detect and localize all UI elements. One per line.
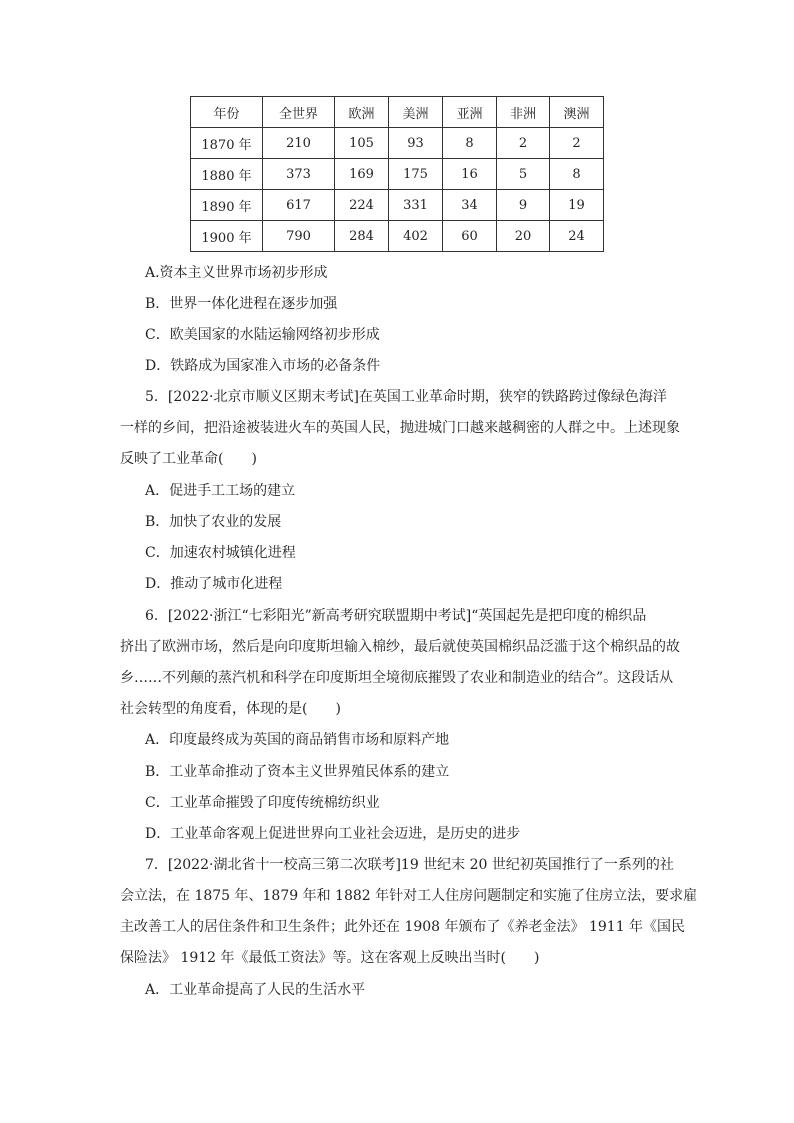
data-table [190, 96, 604, 252]
table-cell: 284 [335, 221, 389, 252]
header-world: 全世界 [263, 97, 335, 128]
table-cell: 93 [389, 128, 443, 159]
table-cell: 9 [497, 190, 550, 221]
header-europe: 欧洲 [335, 97, 389, 128]
table-cell: 60 [443, 221, 497, 252]
header-asia: 亚洲 [443, 97, 497, 128]
q7-stem-line-3: 主改善工人的居住条件和卫生条件；此外还在 1908 年颁布了《养老金法》 1911 年《国民 [120, 919, 686, 935]
table-cell: 20 [497, 221, 550, 252]
table-cell: 373 [263, 159, 335, 190]
table-cell: 175 [389, 159, 443, 190]
table-cell: 19 [550, 190, 604, 221]
q6-stem-line-2: 挤出了欧洲市场，然后是向印度斯坦输入棉纱，最后就使英国棉织品泛滥于这个棉织品的故 [120, 639, 680, 655]
table-cell: 210 [263, 128, 335, 159]
q4-option-a: A.资本主义世界市场初步形成 [145, 265, 328, 281]
table-cell: 24 [550, 221, 604, 252]
q6-stem-line-1: 6．[2022·浙江“七彩阳光”新高考研究联盟期中考试]“英国起先是把印度的棉织品 [145, 608, 647, 624]
header-year: 年份 [191, 97, 263, 128]
q6-option-b: B．工业革命推动了资本主义世界殖民体系的建立 [145, 764, 450, 780]
table-row [191, 128, 604, 159]
table-cell: 5 [497, 159, 550, 190]
table-cell: 169 [335, 159, 389, 190]
table-cell: 1880 年 [191, 159, 263, 190]
table-cell: 402 [389, 221, 443, 252]
table-cell: 1890 年 [191, 190, 263, 221]
table-cell: 34 [443, 190, 497, 221]
q5-option-a: A．促进手工工场的建立 [145, 483, 296, 499]
header-oceania: 澳洲 [550, 97, 604, 128]
table-cell: 1870 年 [191, 128, 263, 159]
table-row [191, 190, 604, 221]
table-cell: 16 [443, 159, 497, 190]
table-row [191, 159, 604, 190]
q6-option-a: A．印度最终成为英国的商品销售市场和原料产地 [145, 732, 450, 748]
table-cell: 2 [497, 128, 550, 159]
q7-option-a: A．工业革命提高了人民的生活水平 [145, 982, 366, 998]
header-africa: 非洲 [497, 97, 550, 128]
table-cell: 1900 年 [191, 221, 263, 252]
table-row [191, 221, 604, 252]
q5-option-c: C．加速农村城镇化进程 [145, 545, 296, 561]
table-cell: 2 [550, 128, 604, 159]
q7-stem-line-2: 会立法，在 1875 年、1879 年和 1882 年针对工人住房问题制定和实施了住房立法，要求雇 [120, 888, 698, 904]
table-cell: 8 [550, 159, 604, 190]
q7-stem-line-1: 7．[2022·湖北省十一校高三第二次联考]19 世纪末 20 世纪初英国推行了一系列的社 [145, 857, 674, 873]
q6-option-d: D．工业革命客观上促进世界向工业社会迈进，是历史的进步 [145, 826, 521, 842]
table-cell: 105 [335, 128, 389, 159]
q5-option-b: B．加快了农业的发展 [145, 514, 282, 530]
q7-stem-line-4: 保险法》 1912 年《最低工资法》等。这在客观上反映出当时( ) [120, 950, 540, 966]
q6-stem-line-3: 乡……不列颠的蒸汽机和科学在印度斯坦全境彻底摧毁了农业和制造业的结合”。这段话从 [120, 670, 674, 686]
header-america: 美洲 [389, 97, 443, 128]
table-cell: 790 [263, 221, 335, 252]
q4-option-d: D．铁路成为国家准入市场的必备条件 [145, 358, 381, 374]
q6-option-c: C．工业革命摧毁了印度传统棉纺织业 [145, 795, 380, 811]
table-cell: 617 [263, 190, 335, 221]
q5-stem-line-1: 5．[2022·北京市顺义区期末考试]在英国工业革命时期，狭窄的铁路跨过像绿色海洋 [145, 389, 667, 405]
table-cell: 331 [389, 190, 443, 221]
q4-option-b: B．世界一体化进程在逐步加强 [145, 296, 338, 312]
table-cell: 8 [443, 128, 497, 159]
table-cell: 224 [335, 190, 389, 221]
q5-stem-line-3: 反映了工业革命( ) [120, 451, 257, 467]
q5-stem-line-2: 一样的乡间，把沿途被装进火车的英国人民，抛进城门口越来越稠密的人群之中。上述现象 [120, 420, 680, 436]
q6-stem-line-4: 社会转型的角度看，体现的是( ) [120, 701, 341, 717]
table-header-row [191, 97, 604, 128]
q4-option-c: C．欧美国家的水陆运输网络初步形成 [145, 327, 380, 343]
q5-option-d: D．推动了城市化进程 [145, 576, 283, 592]
